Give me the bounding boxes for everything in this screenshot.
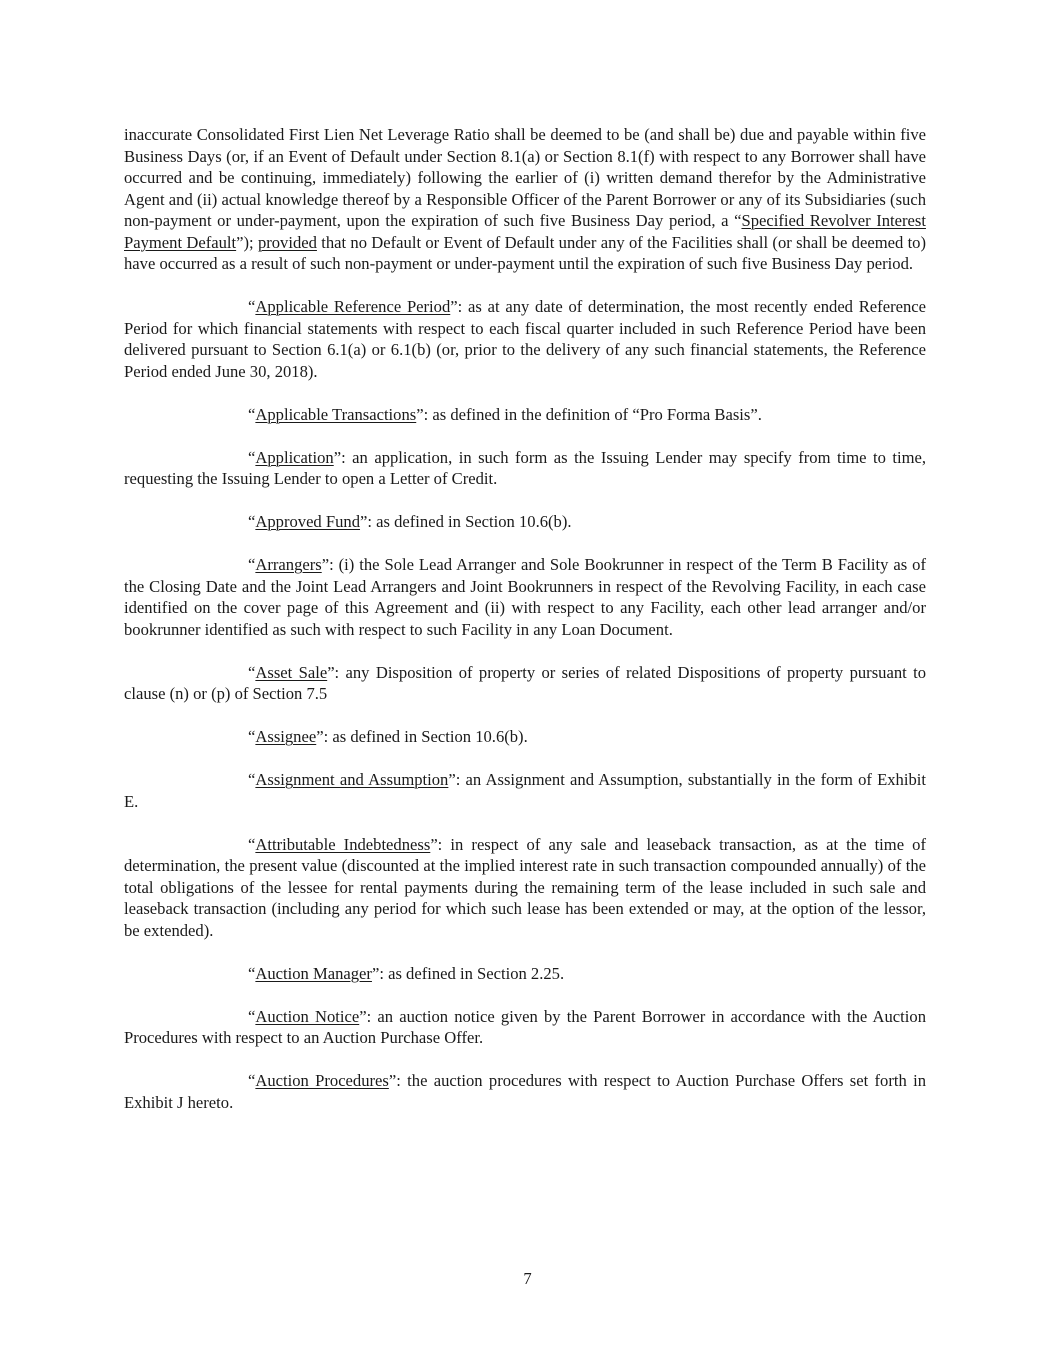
definition-body: ”: any Disposition of property or series of related Dispositions of property pursuant to clause (n) or (p) of Section 7.5: [124, 662, 926, 703]
open-quote: “: [248, 404, 256, 424]
definition-body: ”: (i) the Sole Lead Arranger and Sole Bookrunner in respect of the Term B Facility as of the Closing Date and the Joint Lead Arrangers and Joint Bookrunners in respect of the Revolving Facility, in each case identified on the cover page of this Agreement and (ii) with respect to any Facility, each other lead arranger and/or bookrunner identified as such with respect to such Facility in any Loan Document.: [124, 555, 926, 639]
definition-body: ”: in respect of any sale and leaseback transaction, as at the time of determination, the present value (discounted at the implied interest rate in such transaction compounded annually) of the total obligations of the lessee for rental payments during the remaining term of the lease included in such sale and leaseback transaction (including any period for which such lease has been extended or may, at the option of the lessor, be extended).: [124, 834, 926, 940]
open-quote: “: [248, 834, 256, 854]
defined-term: Assignee: [255, 727, 317, 746]
definition-body: ”: as defined in Section 2.25.: [371, 963, 565, 983]
open-quote: “: [248, 555, 256, 574]
defined-term: Arrangers: [255, 555, 322, 574]
definition-application: [124, 447, 926, 490]
definition-auction-notice: [124, 1006, 926, 1049]
open-quote: “: [248, 963, 256, 983]
page-number: 7: [523, 1269, 532, 1288]
continuation-text-c: that no Default or Event of Default under any of the Facilities shall (or shall be deemed to) have occurred as a result of such non-payment or under-payment until the expiration of such five Business Day period.: [124, 232, 926, 273]
open-quote: “: [248, 662, 256, 682]
definition-applicable-reference-period: [124, 296, 926, 382]
defined-term: Application: [255, 447, 334, 467]
defined-term: Applicable Reference Period: [255, 297, 451, 316]
definition-asset-sale: [124, 662, 926, 705]
definition-assignee: [124, 726, 926, 748]
continuation-paragraph: [124, 124, 926, 275]
continuation-text-b: ”);: [236, 232, 258, 252]
defined-term-specified-revolver-interest-payment-default: Specified Revolver Interest Payment Default: [124, 211, 926, 252]
open-quote: “: [248, 1071, 256, 1090]
definition-applicable-transactions: [124, 404, 926, 426]
open-quote: “: [248, 1006, 256, 1026]
definition-arrangers: [124, 554, 926, 640]
definition-body: ”: an auction notice given by the Parent Borrower in accordance with the Auction Procedures with respect to an Auction Purchase Offer.: [124, 1006, 926, 1047]
defined-term: Asset Sale: [255, 662, 328, 682]
definition-approved-fund: [124, 511, 926, 533]
provided-term: provided: [257, 232, 317, 252]
definition-attributable-indebtedness: [124, 834, 926, 942]
definition-body: ”: as defined in Section 10.6(b).: [360, 512, 572, 531]
open-quote: “: [248, 447, 256, 467]
defined-term: Auction Procedures: [255, 1071, 389, 1090]
definition-assignment-and-assumption: [124, 769, 926, 812]
definition-auction-manager: [124, 963, 926, 985]
document-page: [124, 124, 926, 1135]
definition-body: ”: an application, in such form as the Issuing Lender may specify from time to time, requesting the Issuing Lender to open a Letter of Credit.: [124, 447, 926, 488]
definition-body: ”: as defined in Section 10.6(b).: [316, 727, 528, 746]
open-quote: “: [248, 512, 256, 531]
definition-body: ”: an Assignment and Assumption, substantially in the form of Exhibit E.: [124, 770, 926, 811]
definition-body: ”: as at any date of determination, the most recently ended Reference Period for which financial statements with respect to each fiscal quarter included in such Reference Period have been delivered pursuant to Section 6.1(a) or 6.1(b) (or, prior to the delivery of any such financial statements, the Reference Period ended June 30, 2018).: [124, 297, 926, 381]
open-quote: “: [248, 727, 256, 746]
definition-body: ”: the auction procedures with respect to Auction Purchase Offers set forth in Exhibit J hereto.: [124, 1071, 926, 1112]
defined-term: Assignment and Assumption: [255, 770, 449, 789]
defined-term: Applicable Transactions: [255, 404, 417, 424]
defined-term: Auction Manager: [255, 963, 372, 983]
open-quote: “: [248, 297, 256, 316]
defined-term: Attributable Indebtedness: [255, 834, 431, 854]
defined-term: Approved Fund: [255, 512, 361, 531]
defined-term: Auction Notice: [255, 1006, 360, 1026]
definition-body: ”: as defined in the definition of “Pro Forma Basis”.: [416, 404, 762, 424]
definition-auction-procedures: [124, 1070, 926, 1113]
continuation-text-a: inaccurate Consolidated First Lien Net Leverage Ratio shall be deemed to be (and shall be) due and payable within five Business Days (or, if an Event of Default under Section 8.1(a) or Section 8.1(f) with respect to any Borrower shall have occurred and be continuing, immediately) following the earlier of (i) written demand therefor by the Administrative Agent and (ii) actual knowledge thereof by a Responsible Officer of the Parent Borrower or any of its Subsidiaries (such non-payment or under-payment, upon the expiration of such five Business Day period, a “: [124, 125, 926, 230]
open-quote: “: [248, 770, 256, 789]
